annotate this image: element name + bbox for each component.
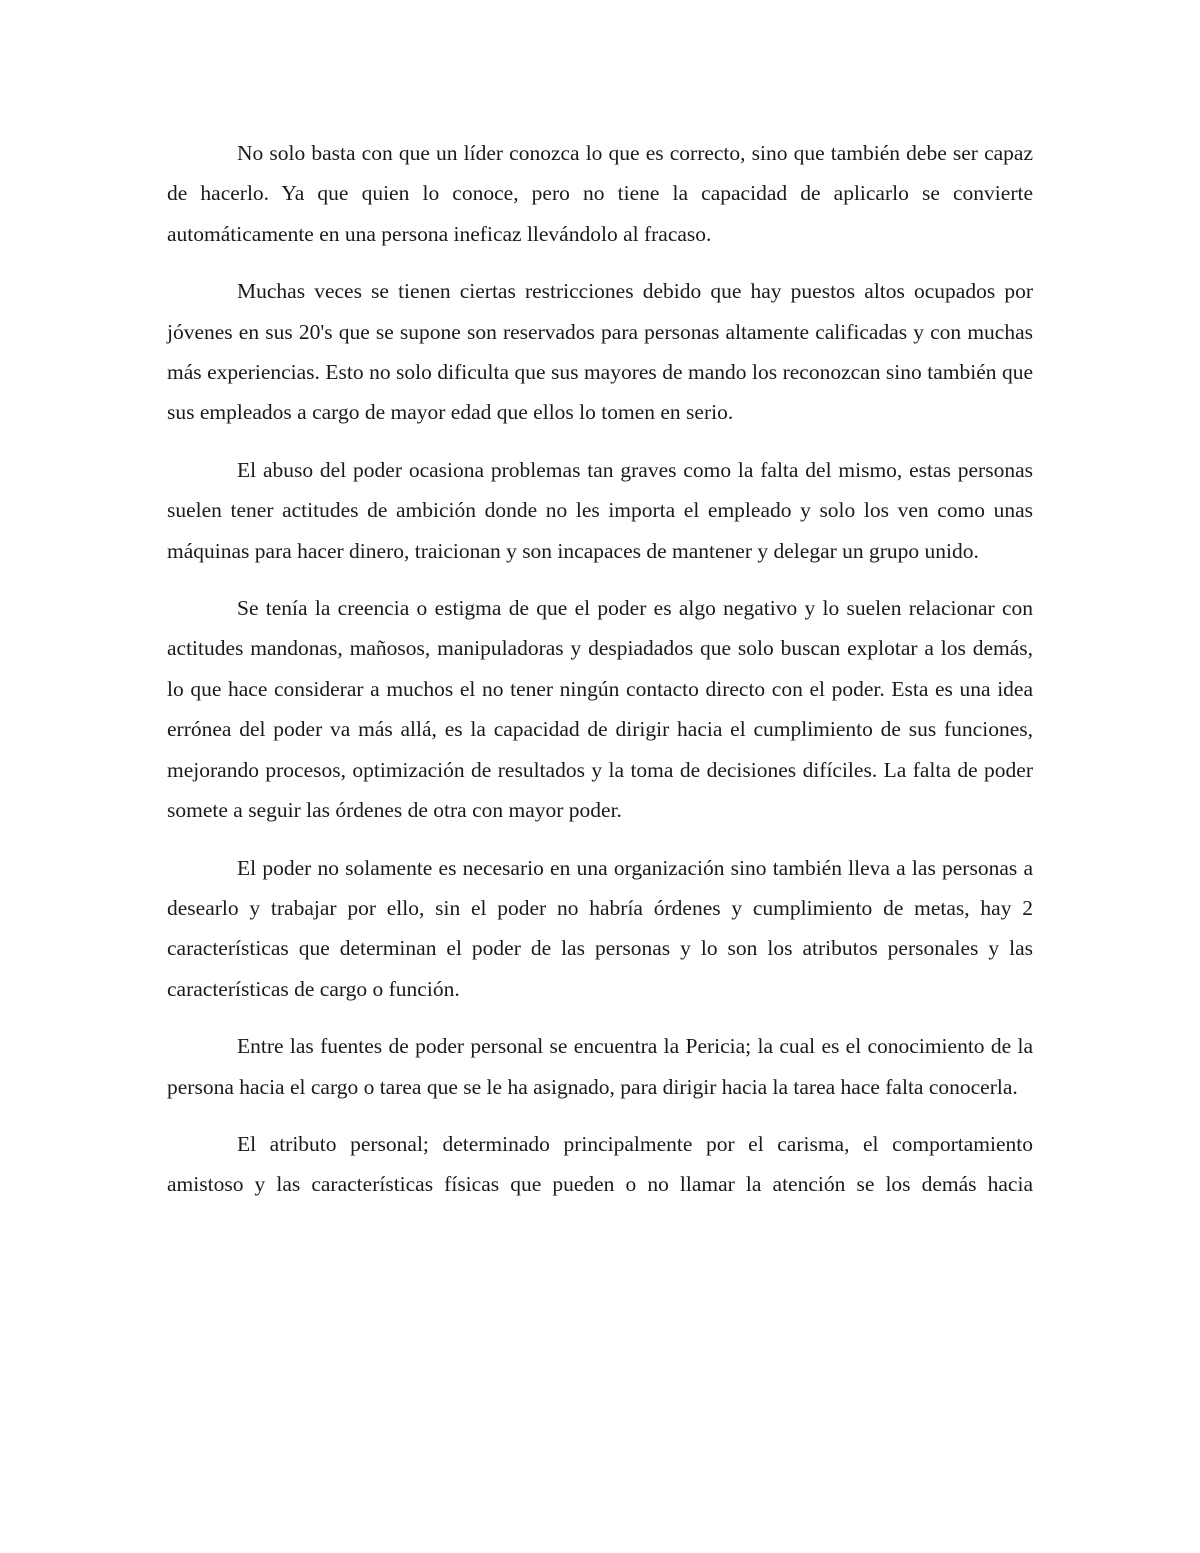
paragraph-5: El poder no solamente es necesario en una organización sino también lleva a las personas a desearlo y trabajar por ello, sin el poder no habría órdenes y cumplimiento de metas, hay 2 características que determinan el poder de las personas y lo son los atributos personales y las características de cargo o función. (167, 855, 1033, 1001)
paragraph-2: Muchas veces se tienen ciertas restricciones debido que hay puestos altos ocupados por jóvenes en sus 20's que se supone son reservados para personas altamente calificadas y con muchas más experiencias. Esto no solo dificulta que sus mayores de mando los reconozcan sino también que sus empleados a cargo de mayor edad que ellos lo tomen en serio. (167, 279, 1033, 425)
paragraph-3: El abuso del poder ocasiona problemas tan graves como la falta del mismo, estas personas suelen tener actitudes de ambición donde no les importa el empleado y solo los ven como unas máquinas para hacer dinero, traicionan y son incapaces de mantener y delegar un grupo unido. (167, 457, 1033, 563)
paragraph-6: Entre las fuentes de poder personal se encuentra la Pericia; la cual es el conocimiento de la persona hacia el cargo o tarea que se le ha asignado, para dirigir hacia la tarea hace falta conocerla. (167, 1034, 1033, 1099)
paragraph-1: No solo basta con que un líder conozca lo que es correcto, sino que también debe ser capaz de hacerlo. Ya que quien lo conoce, pero no tiene la capacidad de aplicarlo se convierte automáticamente en una persona ineficaz llevándolo al fracaso. (167, 141, 1033, 246)
document-page (167, 133, 1033, 1222)
paragraph-7: El atributo personal; determinado principalmente por el carisma, el comportamiento amistoso y las características físicas que pueden o no llamar la atención se los demás hacia (167, 1131, 1033, 1197)
paragraph-4: Se tenía la creencia o estigma de que el poder es algo negativo y lo suelen relacionar con actitudes mandonas, mañosos, manipuladoras y despiadados que solo buscan explotar a los demás, lo que hace considerar a muchos el no tener ningún contacto directo con el poder. Esta es una idea errónea del poder va más allá, es la capacidad de dirigir hacia el cumplimiento de sus funciones, mejorando procesos, optimización de resultados y la toma de decisiones difíciles. La falta de poder somete a seguir las órdenes de otra con mayor poder. (167, 596, 1033, 823)
